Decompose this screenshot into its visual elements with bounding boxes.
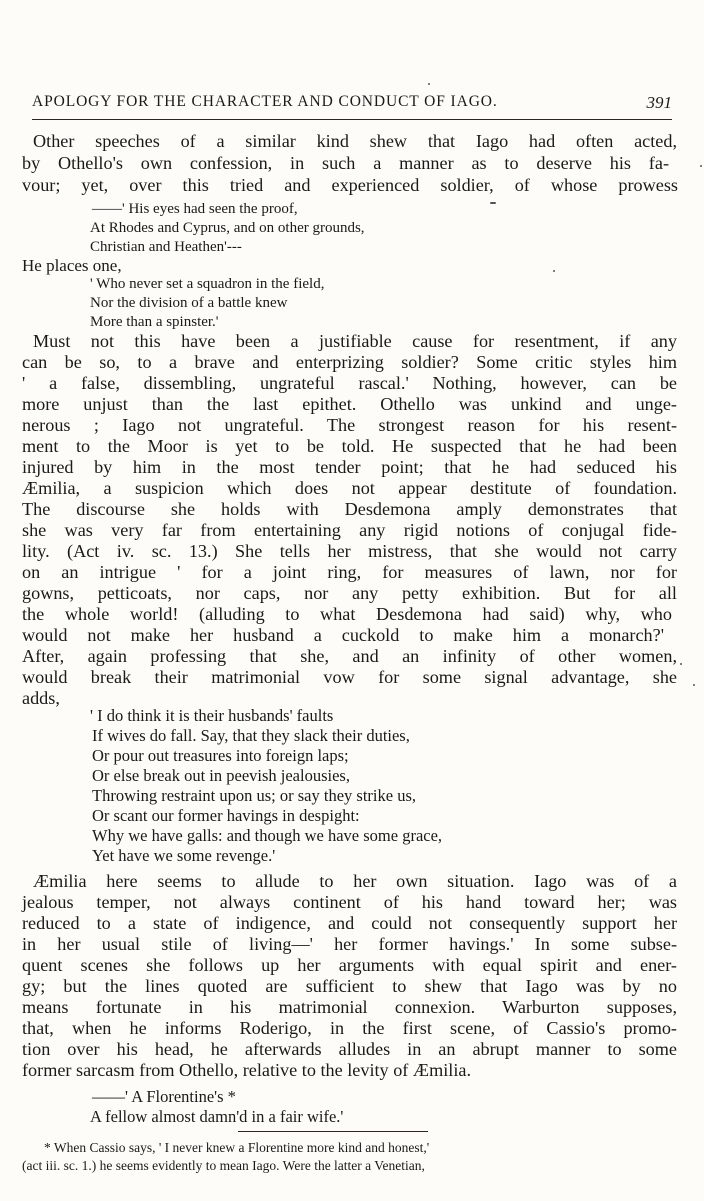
verse-line: At Rhodes and Cyprus, and on other grounds,	[90, 220, 365, 236]
text-line: means fortunate in his matrimonial connexion. Warburton supposes,	[22, 997, 677, 1017]
verse-line: Or else break out in peevish jealousies,	[92, 766, 350, 785]
text-line: ment to the Moor is yet to be told. He suspected that he had been	[22, 436, 677, 456]
verse-line: Or pour out treasures into foreign laps;	[92, 746, 349, 765]
footnote-rule	[238, 1131, 428, 1132]
verse-line: Yet have we some revenge.'	[92, 846, 276, 865]
text-line: would break their matrimonial vow for some signal advantage, she	[22, 667, 677, 687]
verse-line: Christian and Heathen'---	[90, 239, 242, 255]
footnote-line: (act iii. sc. 1.) he seems evidently to mean Iago. Were the latter a Venetian,	[22, 1158, 425, 1173]
text-line: injured by him in the most tender point; that he had seduced his	[22, 457, 677, 477]
text-line: that, when he informs Roderigo, in the first scene, of Cassio's promo-	[22, 1018, 677, 1038]
verse-line: Throwing restraint upon us; or say they strike us,	[92, 786, 416, 805]
scan-speck	[680, 663, 682, 665]
text-line: tion over his head, he afterwards alludes in an abrupt manner to some	[22, 1039, 677, 1059]
scan-speck	[490, 202, 496, 204]
footnote-line: * When Cassio says, ' I never knew a Florentine more kind and honest,'	[44, 1140, 430, 1155]
text-line: by Othello's own confession, in such a manner as to deserve his fa-	[22, 153, 669, 173]
text-line: vour; yet, over this tried and experienced soldier, of whose prowess	[22, 175, 678, 195]
text-line: The discourse she holds with Desdemona amply demonstrates that	[22, 499, 677, 519]
text-line: nerous ; Iago not ungrateful. The strongest reason for his resent-	[22, 415, 677, 435]
text-line: gy; but the lines quoted are sufficient to shew that Iago was by no	[22, 976, 677, 996]
page-number: 391	[646, 93, 672, 112]
scan-speck	[428, 83, 430, 85]
text-line: reduced to a state of indigence, and could not consequently support her	[22, 913, 677, 933]
text-line: she was very far from entertaining any rigid notions of conjugal fide-	[22, 520, 677, 540]
verse-line: Or scant our former havings in despight:	[92, 806, 360, 825]
text-line: lity. (Act iv. sc. 13.) She tells her mistress, that she would not carry	[22, 541, 677, 561]
verse-line: Why we have galls: and though we have some grace,	[92, 826, 443, 845]
text-line: Æmilia here seems to allude to her own situation. Iago was of a	[33, 871, 677, 891]
text-line: in her usual stile of living—' her former havings.' In some subse-	[22, 934, 677, 954]
running-head-title: APOLOGY FOR THE CHARACTER AND CONDUCT OF IAGO.	[32, 93, 498, 110]
text-line: more unjust than the last epithet. Othello was unkind and unge-	[22, 394, 677, 414]
text-line: After, again professing that she, and an infinity of other women,	[22, 646, 677, 666]
text-line: quent scenes she follows up her arguments with equal spirit and ener-	[22, 955, 677, 975]
verse-line: If wives do fall. Say, that they slack their duties,	[92, 726, 410, 745]
header-rule	[32, 119, 672, 120]
text-line: ' a false, dissembling, ungrateful rascal.' Nothing, however, can be	[22, 373, 677, 393]
scan-speck	[553, 270, 555, 272]
verse-line: A fellow almost damn'd in a fair wife.'	[90, 1107, 344, 1126]
verse-line: More than a spinster.'	[90, 314, 219, 330]
text-line: gowns, petticoats, nor caps, nor any petty exhibition. But for all	[22, 583, 677, 603]
verse-line: ' Who never set a squadron in the field,	[90, 276, 325, 292]
text-line: adds,	[22, 688, 60, 708]
verse-line: ——' His eyes had seen the proof,	[92, 201, 298, 217]
scan-speck	[693, 684, 695, 686]
verse-line: ' I do think it is their husbands' faults	[90, 706, 334, 725]
text-line: Must not this have been a justifiable cause for resentment, if any	[33, 331, 677, 351]
text-line: would not make her husband a cuckold to make him a monarch?'	[22, 625, 664, 645]
text-line: jealous temper, not always continent of his hand toward her; was	[22, 892, 677, 912]
verse-line: Nor the division of a battle knew	[90, 295, 288, 311]
text-line: Other speeches of a similar kind shew that Iago had often acted,	[33, 131, 677, 151]
text-line: former sarcasm from Othello, relative to the levity of Æmilia.	[22, 1060, 471, 1080]
text-line: Æmilia, a suspicion which does not appear destitute of foundation.	[22, 478, 677, 498]
running-head	[32, 93, 672, 111]
text-line: He places one,	[22, 256, 122, 275]
scan-speck	[700, 165, 702, 167]
text-line: the whole world! (alluding to what Desdemona had said) why, who	[22, 604, 672, 624]
text-line: can be so, to a brave and enterprizing soldier? Some critic styles him	[22, 352, 677, 372]
verse-line: ——' A Florentine's *	[92, 1087, 236, 1106]
text-line: on an intrigue ' for a joint ring, for measures of lawn, nor for	[22, 562, 677, 582]
